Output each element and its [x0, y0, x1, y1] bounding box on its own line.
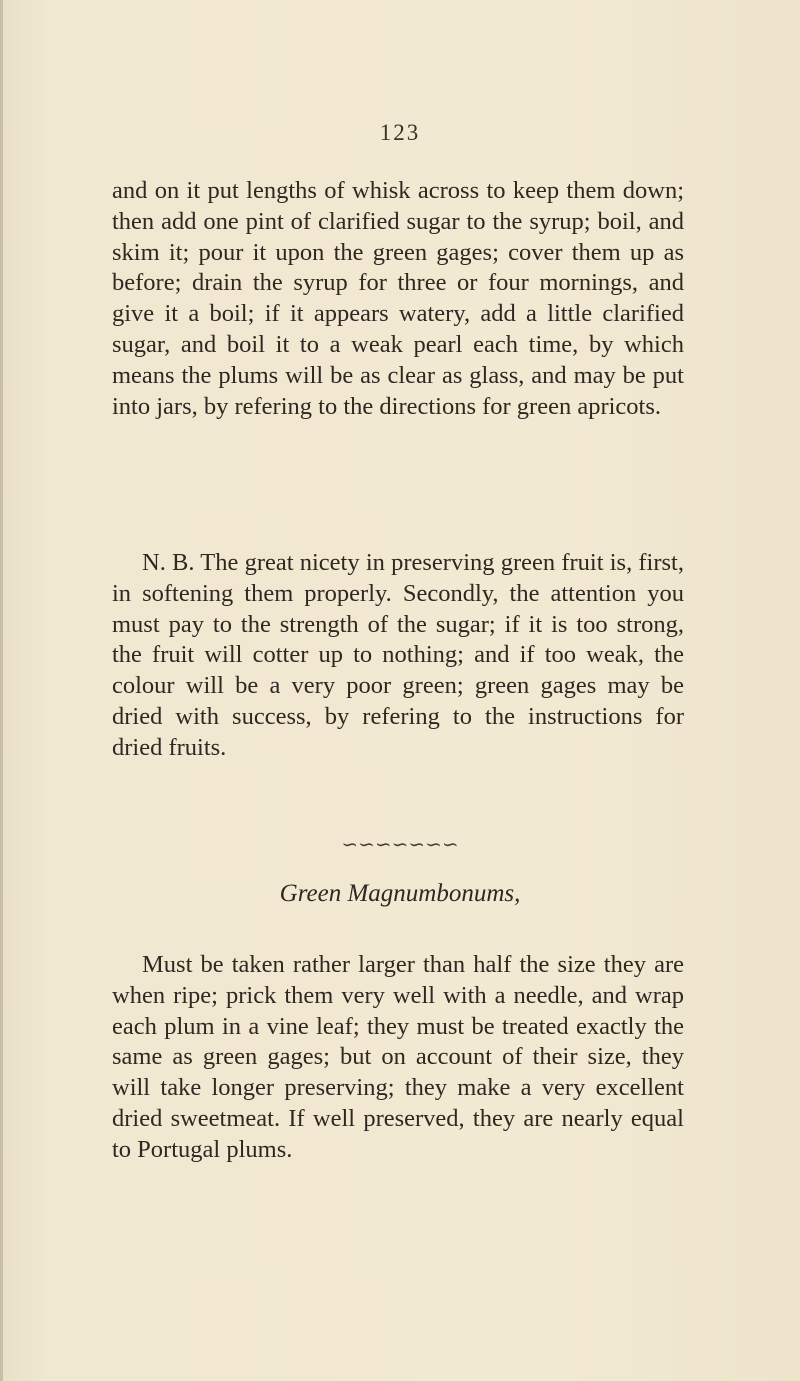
paragraph-text: N. B. The great nicety in preserving green fruit is, first, in softening them properly. Secondly, the attention you must pay to the strength of the sugar; if it is too strong, the fruit will cotter up to nothing; and if too weak, the colour will be a very poor green; green gages may be dried with success, by refering to the instructions for dried fruits.: [112, 549, 684, 761]
section-divider-ornament: ∽∽∽∽∽∽∽: [341, 834, 459, 856]
paragraph-text: Must be taken rather larger than half the size they are when ripe; prick them very well with a needle, and wrap each plum in a vine leaf; they must be treated exactly the same as green gages; but on account of their size, they will take longer preserving; they make a very excellent dried sweetmeat. If well preserved, they are nearly equal to Portugal plums.: [112, 951, 684, 1163]
section-paragraph: [112, 950, 684, 1166]
paragraph-text: and on it put lengths of whisk across to keep them down; then add one pint of clarified sugar to the syrup; boil, and skim it; pour it upon the green gages; cover them up as before; drain the syrup for three or four mornings, and give it a boil; if it appears watery, add a little clarified sugar, and boil it to a weak pearl each time, by which means the plums will be as clear as glass, and may be put into jars, by refering to the directions for green apricots.: [112, 177, 684, 420]
paragraph-continuation: [112, 176, 684, 422]
paragraph-nota-bene: [112, 548, 684, 764]
section-title: Green Magnumbonums,: [279, 880, 521, 907]
page-number: 123: [379, 120, 421, 145]
page-gutter: [0, 0, 3, 1381]
